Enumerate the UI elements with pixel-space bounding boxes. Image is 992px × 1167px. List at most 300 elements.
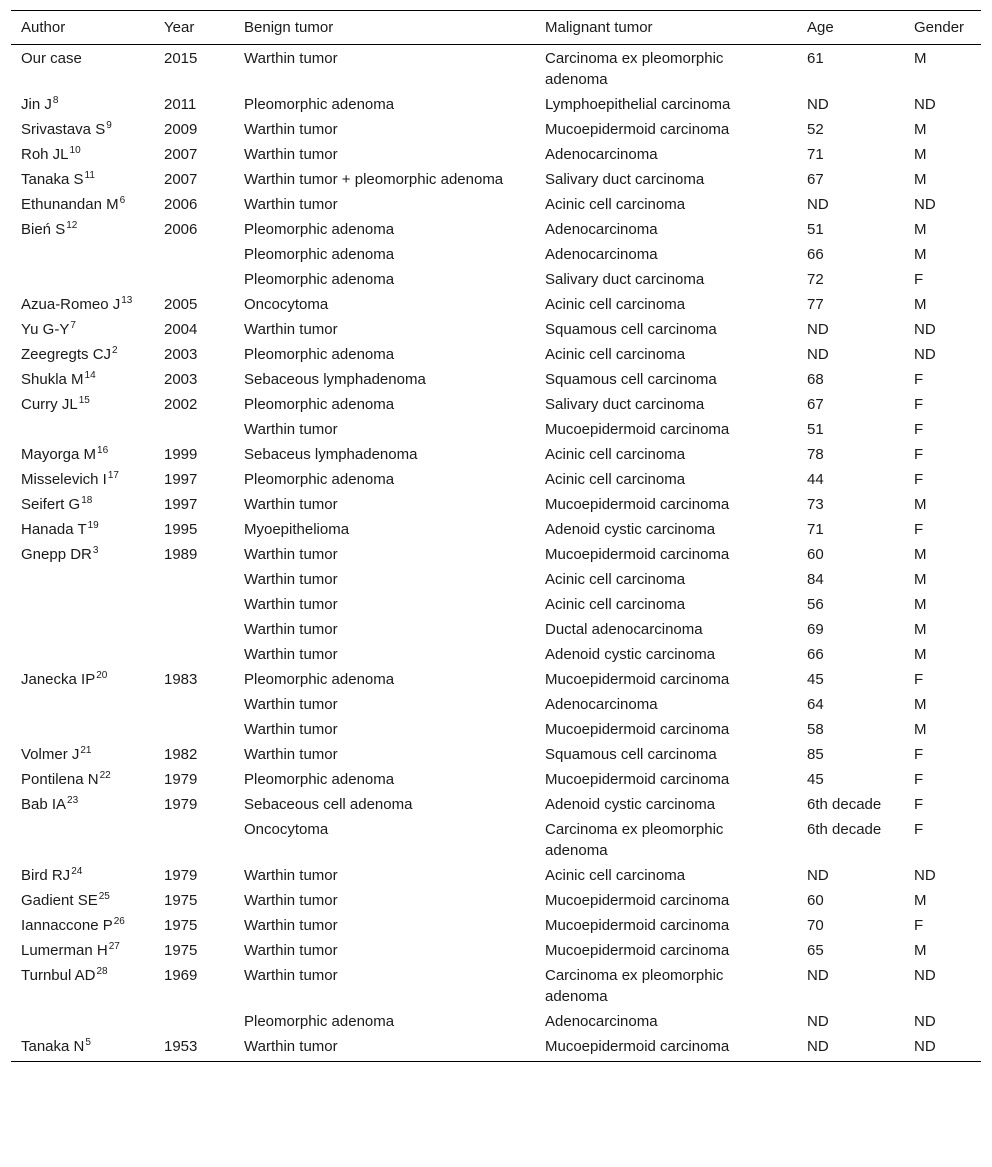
year-cell [154,242,234,267]
author-cell [11,792,154,817]
malignant-tumor-cell: Squamous cell carcinoma [545,746,717,763]
author-name: Azua-Romeo J [21,296,121,313]
year-cell [154,617,234,642]
header-author: Author [11,11,154,45]
gender-cell: F [914,521,924,538]
age-cell: ND [797,1034,904,1062]
author-cell [11,367,154,392]
table-row [11,417,981,442]
year-cell: 2004 [164,321,198,338]
age-cell: 77 [807,296,824,313]
gender-cell: ND [914,96,936,113]
gender-cell: ND [914,867,936,884]
age-cell: ND [807,1013,829,1030]
malignant-tumor-cell: Adenoid cystic carcinoma [545,796,716,813]
table-row [11,292,981,317]
author-name: Jin J [21,96,52,113]
gender-cell: M [914,221,927,238]
table-row [11,542,981,567]
author-cell [11,292,154,317]
author-name: Turnbul AD [21,967,96,984]
table-row [11,792,981,817]
author-name: Our case [21,50,82,67]
year-cell: 2005 [164,296,198,313]
header-age: Age [797,11,904,45]
benign-tumor-cell: Warthin tumor [244,546,338,563]
table-row [11,667,981,692]
gender-cell: ND [914,1013,936,1030]
gender-cell: ND [914,346,936,363]
author-name: Tanaka S [21,171,84,188]
age-cell: ND [807,967,829,984]
malignant-tumor-cell: Acinic cell carcinoma [545,596,686,613]
gender-cell: F [914,471,924,488]
author-name: Roh JL [21,146,69,163]
author-name: Seifert G [21,496,81,513]
malignant-tumor-cell: Adenocarcinoma [545,146,658,163]
reference-number: 14 [84,370,96,381]
age-cell: 66 [807,246,824,263]
year-cell: 1975 [164,892,198,909]
gender-cell: M [914,646,927,663]
gender-cell: M [914,721,927,738]
age-cell: ND [807,196,829,213]
malignant-tumor-cell: Mucoepidermoid carcinoma [545,671,730,688]
author-cell [11,667,154,692]
age-cell: 51 [807,421,824,438]
author-cell [11,617,154,642]
reference-number: 11 [84,170,95,181]
reference-number: 20 [96,670,108,681]
year-cell [154,642,234,667]
malignant-tumor-cell: Acinic cell carcinoma [545,867,686,884]
age-cell: ND [807,346,829,363]
reference-number: 25 [98,891,110,902]
header-malignant-tumor: Malignant tumor [535,11,797,45]
table-row [11,392,981,417]
gender-cell: ND [914,967,936,984]
gender-cell: F [914,396,924,413]
malignant-tumor-cell: Adenocarcinoma [545,221,658,238]
author-name: Gnepp DR [21,546,92,563]
table-row [11,467,981,492]
reference-number: 9 [106,120,112,131]
gender-cell: M [914,296,927,313]
year-cell: 1979 [164,771,198,788]
age-cell: 60 [807,892,824,909]
benign-tumor-cell: Sebaceous lymphadenoma [244,371,426,388]
benign-tumor-cell: Warthin tumor [244,321,338,338]
year-cell: 2007 [164,171,198,188]
author-cell [11,817,154,863]
age-cell: 66 [807,646,824,663]
malignant-tumor-cell: Acinic cell carcinoma [545,446,686,463]
year-cell: 2003 [164,371,198,388]
year-cell: 1953 [154,1034,234,1062]
reference-number: 5 [85,1037,91,1048]
year-cell: 1995 [164,521,198,538]
gender-cell: M [914,942,927,959]
table-row [11,592,981,617]
age-cell: 6th decade [807,821,882,838]
author-cell [11,642,154,667]
year-cell [154,417,234,442]
gender-cell: F [914,796,924,813]
benign-tumor-cell: Warthin tumor [244,621,338,638]
year-cell: 1975 [164,917,198,934]
benign-tumor-cell: Oncocytoma [244,296,329,313]
reference-number: 24 [71,866,83,877]
benign-tumor-cell: Warthin tumor [244,867,338,884]
year-cell: 1979 [164,867,198,884]
reference-number: 18 [81,495,93,506]
malignant-tumor-cell: Acinic cell carcinoma [545,471,686,488]
benign-tumor-cell: Warthin tumor [244,121,338,138]
author-name: Gadient SE [21,892,98,909]
header-gender: Gender [904,11,981,45]
benign-tumor-cell: Oncocytoma [244,821,329,838]
benign-tumor-cell: Warthin tumor [244,596,338,613]
malignant-tumor-cell: Carcinoma ex pleomorphic adenoma [545,967,724,1005]
reference-number: 10 [69,145,81,156]
malignant-tumor-cell: Carcinoma ex pleomorphic adenoma [545,50,724,88]
year-cell: 2006 [164,196,198,213]
table-row [11,92,981,117]
malignant-tumor-cell: Acinic cell carcinoma [545,196,686,213]
year-cell: 1983 [164,671,198,688]
author-cell [11,517,154,542]
table-row [11,217,981,242]
year-cell: 1969 [164,967,198,984]
year-cell: 1989 [164,546,198,563]
table-row [11,167,981,192]
author-name: Bird RJ [21,867,71,884]
author-name: Shukla M [21,371,84,388]
table-row [11,442,981,467]
table-row [11,142,981,167]
gender-cell: M [914,496,927,513]
benign-tumor-cell: Pleomorphic adenoma [244,1013,395,1030]
table-row [11,367,981,392]
case-table [11,10,981,1062]
benign-tumor-cell: Warthin tumor [244,967,338,984]
author-cell [11,142,154,167]
gender-cell: M [914,571,927,588]
author-name: Volmer J [21,746,80,763]
table-row [11,717,981,742]
table-body [11,45,981,1062]
age-cell: 65 [807,942,824,959]
benign-tumor-cell: Pleomorphic adenoma [244,471,395,488]
reference-number: 28 [96,966,108,977]
benign-tumor-cell: Warthin tumor [244,917,338,934]
age-cell: 45 [807,771,824,788]
reference-number: 22 [99,770,111,781]
reference-number: 21 [80,745,92,756]
author-name: Yu G-Y [21,321,70,338]
table-row [11,863,981,888]
gender-cell: M [914,246,927,263]
table-row [11,767,981,792]
author-cell [11,92,154,117]
table-row [11,938,981,963]
reference-number: 16 [97,445,109,456]
author-cell [11,117,154,142]
author-cell [11,492,154,517]
table-row [11,317,981,342]
gender-cell: M [914,596,927,613]
year-cell [154,817,234,863]
malignant-tumor-cell: Carcinoma ex pleomorphic adenoma [545,821,724,859]
gender-cell: M [914,171,927,188]
gender-cell: F [914,771,924,788]
benign-tumor-cell: Warthin tumor [244,146,338,163]
gender-cell: F [914,917,924,934]
year-cell: 1975 [164,942,198,959]
age-cell: ND [807,321,829,338]
malignant-tumor-cell: Salivary duct carcinoma [545,396,705,413]
table-row [11,567,981,592]
malignant-tumor-cell: Acinic cell carcinoma [545,571,686,588]
age-cell: 84 [807,571,824,588]
year-cell [154,692,234,717]
malignant-tumor-cell: Mucoepidermoid carcinoma [545,421,730,438]
age-cell: 85 [807,746,824,763]
age-cell: 71 [807,521,824,538]
author-cell [11,863,154,888]
author-name: Misselevich I [21,471,107,488]
age-cell: 64 [807,696,824,713]
gender-cell: F [914,421,924,438]
table-row [11,117,981,142]
table-row [11,242,981,267]
benign-tumor-cell: Warthin tumor [244,571,338,588]
benign-tumor-cell: Sebaceous cell adenoma [244,796,413,813]
author-cell [11,692,154,717]
benign-tumor-cell: Pleomorphic adenoma [244,671,395,688]
gender-cell: M [914,121,927,138]
age-cell: 58 [807,721,824,738]
age-cell: 56 [807,596,824,613]
age-cell: 60 [807,546,824,563]
malignant-tumor-cell: Acinic cell carcinoma [545,346,686,363]
age-cell: 68 [807,371,824,388]
malignant-tumor-cell: Mucoepidermoid carcinoma [545,721,730,738]
reference-number: 7 [70,320,76,331]
table-row [11,267,981,292]
table-row [11,963,981,1009]
year-cell: 1982 [164,746,198,763]
benign-tumor-cell: Warthin tumor [244,421,338,438]
author-cell [11,392,154,417]
age-cell: 69 [807,621,824,638]
malignant-tumor-cell: Mucoepidermoid carcinoma [545,546,730,563]
gender-cell: ND [914,196,936,213]
header-row [11,11,981,45]
year-cell [154,267,234,292]
author-name: Ethunandan M [21,196,119,213]
age-cell: 45 [807,671,824,688]
age-cell: 51 [807,221,824,238]
author-cell [11,938,154,963]
table-row [11,913,981,938]
year-cell: 1997 [164,496,198,513]
malignant-tumor-cell: Adenocarcinoma [545,246,658,263]
author-name: Zeegregts CJ [21,346,112,363]
author-name: Curry JL [21,396,78,413]
benign-tumor-cell: Pleomorphic adenoma [244,246,395,263]
benign-tumor-cell: Warthin tumor [244,196,338,213]
author-cell [11,342,154,367]
age-cell: 52 [807,121,824,138]
reference-number: 27 [108,941,120,952]
malignant-tumor-cell: Adenoid cystic carcinoma [545,646,716,663]
malignant-tumor-cell: Mucoepidermoid carcinoma [545,892,730,909]
reference-number: 3 [92,545,99,556]
author-cell [11,242,154,267]
author-cell [11,417,154,442]
reference-number: 23 [67,795,79,806]
year-cell: 2007 [164,146,198,163]
gender-cell: F [914,671,924,688]
benign-tumor-cell: Warthin tumor + pleomorphic adenoma [244,171,504,188]
year-cell: 2011 [164,96,197,113]
author-cell [11,192,154,217]
benign-tumor-cell: Warthin tumor [244,721,338,738]
age-cell: 67 [807,171,824,188]
reference-number: 6 [119,195,126,206]
age-cell: ND [807,867,829,884]
benign-tumor-cell: Warthin tumor [244,746,338,763]
table-row [11,45,981,93]
table-row [11,642,981,667]
year-cell: 2003 [164,346,198,363]
author-cell [11,767,154,792]
header-benign-tumor: Benign tumor [234,11,535,45]
table-row [11,517,981,542]
author-cell [11,592,154,617]
table-row [11,817,981,863]
author-cell [11,717,154,742]
benign-tumor-cell: Warthin tumor [234,1034,535,1062]
benign-tumor-cell: Warthin tumor [244,646,338,663]
author-cell [11,888,154,913]
year-cell: 2009 [164,121,198,138]
reference-number: 17 [107,470,119,481]
malignant-tumor-cell: Acinic cell carcinoma [545,296,686,313]
age-cell: 70 [807,917,824,934]
gender-cell: F [914,821,924,838]
gender-cell: F [914,271,924,288]
benign-tumor-cell: Pleomorphic adenoma [244,771,395,788]
gender-cell: F [914,446,924,463]
benign-tumor-cell: Warthin tumor [244,892,338,909]
reference-number: 13 [121,295,133,306]
malignant-tumor-cell: Mucoepidermoid carcinoma [535,1034,797,1062]
author-cell [11,217,154,242]
year-cell: 1997 [164,471,198,488]
age-cell: 72 [807,271,824,288]
age-cell: 61 [807,50,824,67]
year-cell [154,717,234,742]
year-cell: 2006 [164,221,198,238]
malignant-tumor-cell: Mucoepidermoid carcinoma [545,496,730,513]
age-cell: 78 [807,446,824,463]
benign-tumor-cell: Sebaceus lymphadenoma [244,446,418,463]
year-cell: 1999 [164,446,198,463]
malignant-tumor-cell: Mucoepidermoid carcinoma [545,771,730,788]
age-cell: 67 [807,396,824,413]
malignant-tumor-cell: Ductal adenocarcinoma [545,621,703,638]
malignant-tumor-cell: Salivary duct carcinoma [545,271,705,288]
malignant-tumor-cell: Adenocarcinoma [545,696,658,713]
author-name: Mayorga M [21,446,97,463]
age-cell: 71 [807,146,824,163]
reference-number: 19 [87,520,99,531]
benign-tumor-cell: Warthin tumor [244,696,338,713]
malignant-tumor-cell: Mucoepidermoid carcinoma [545,942,730,959]
author-cell [11,742,154,767]
author-name: Pontilena N [21,771,99,788]
reference-number: 12 [66,220,78,231]
gender-cell: M [914,146,927,163]
gender-cell: M [914,696,927,713]
reference-number: 15 [78,395,90,406]
gender-cell: ND [914,321,936,338]
age-cell: 73 [807,496,824,513]
author-name: Bień S [21,221,66,238]
malignant-tumor-cell: Squamous cell carcinoma [545,371,717,388]
year-cell [154,1009,234,1034]
gender-cell: F [914,371,924,388]
author-cell [11,1009,154,1034]
reference-number: 2 [112,345,118,356]
benign-tumor-cell: Warthin tumor [244,50,338,67]
author-cell [11,913,154,938]
malignant-tumor-cell: Squamous cell carcinoma [545,321,717,338]
benign-tumor-cell: Myoepithelioma [244,521,350,538]
benign-tumor-cell: Warthin tumor [244,496,338,513]
malignant-tumor-cell: Salivary duct carcinoma [545,171,705,188]
table-row [11,888,981,913]
age-cell: 6th decade [807,796,882,813]
gender-cell: M [914,621,927,638]
author-cell [11,317,154,342]
table-row [11,617,981,642]
author-cell [11,963,154,1009]
benign-tumor-cell: Warthin tumor [244,942,338,959]
author-cell [11,542,154,567]
author-cell [11,567,154,592]
reference-number: 26 [113,916,125,927]
author-name: Srivastava S [21,121,106,138]
gender-cell: ND [904,1034,981,1062]
malignant-tumor-cell: Adenoid cystic carcinoma [545,521,716,538]
benign-tumor-cell: Pleomorphic adenoma [244,221,395,238]
table-row [11,492,981,517]
age-cell: ND [807,96,829,113]
gender-cell: M [914,546,927,563]
author-cell [11,467,154,492]
author-cell [11,167,154,192]
year-cell: 2015 [164,50,198,67]
malignant-tumor-cell: Mucoepidermoid carcinoma [545,917,730,934]
header-year: Year [154,11,234,45]
benign-tumor-cell: Pleomorphic adenoma [244,271,395,288]
year-cell: 2002 [164,396,198,413]
author-name: Bab IA [21,796,67,813]
malignant-tumor-cell: Lymphoepithelial carcinoma [545,96,731,113]
